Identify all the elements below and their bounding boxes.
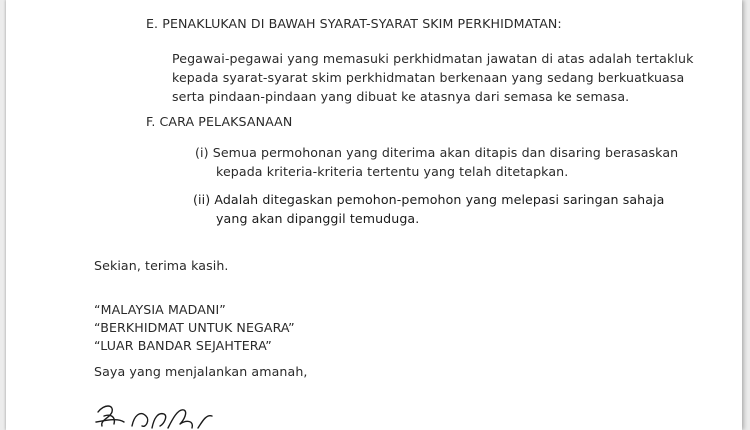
slogan-2: “BERKHIDMAT UNTUK NEGARA” [94, 320, 295, 335]
section-e-line-3: serta pindaan-pindaan yang dibuat ke atasnya dari semasa ke semasa. [172, 89, 630, 104]
signature-icon [94, 398, 224, 430]
slogan-1: “MALAYSIA MADANI” [94, 302, 226, 317]
section-e-line-2: kepada syarat-syarat skim perkhidmatan berkenaan yang sedang berkuatkuasa [172, 70, 685, 85]
document-page [6, 0, 742, 430]
closing-text: Sekian, terima kasih. [94, 258, 229, 273]
item-i-line-1: (i) Semua permohonan yang diterima akan ditapis dan disaring berasaskan [195, 145, 679, 160]
section-e-line-1: Pegawai-pegawai yang memasuki perkhidmatan jawatan di atas adalah tertakluk [172, 51, 694, 66]
slogan-3: “LUAR BANDAR SEJAHTERA” [94, 338, 272, 353]
item-i-line-2: kepada kriteria-kriteria tertentu yang telah ditetapkan. [216, 164, 569, 179]
item-ii-line-1: (ii) Adalah ditegaskan pemohon-pemohon yang melepasi saringan sahaja [193, 192, 665, 207]
section-f-heading: F. CARA PELAKSANAAN [146, 114, 293, 129]
section-e-heading: E. PENAKLUKAN DI BAWAH SYARAT-SYARAT SKIM PERKHIDMATAN: [146, 16, 562, 31]
item-ii-line-2: yang akan dipanggil temuduga. [216, 211, 420, 226]
trust-line: Saya yang menjalankan amanah, [94, 364, 308, 379]
